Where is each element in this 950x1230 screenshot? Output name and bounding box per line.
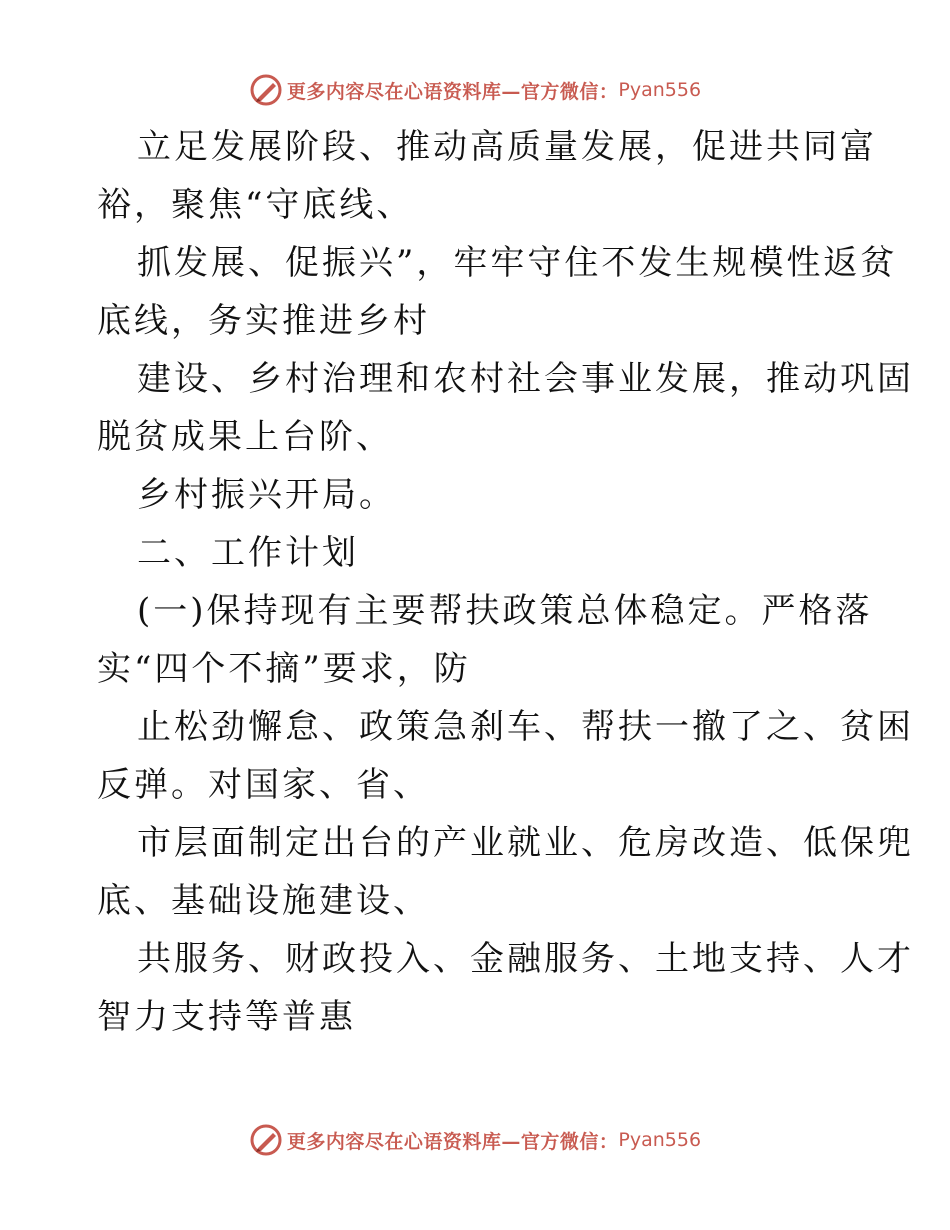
document-body [97, 118, 914, 1046]
footer-banner-text: 更多内容尽在心语资料库—官方微信： [286, 1130, 619, 1153]
header-contact: Pyan556 [618, 79, 702, 101]
body-line-2: 裕，聚焦“守底线、 [97, 185, 414, 225]
body-line-12: 反弹。对国家、省、 [97, 765, 430, 805]
footer-contact: Pyan556 [618, 1129, 702, 1151]
body-line-1: 立足发展阶段、推动高质量发展，促进共同富 [137, 127, 877, 167]
pen-seal-icon [249, 1123, 283, 1157]
body-line-14: 底、基础设施建设、 [97, 881, 430, 921]
footer-banner [0, 1120, 950, 1160]
body-line-3: 抓发展、促振兴”，牢牢守住不发生规模性返贫 [137, 243, 898, 283]
body-line-13: 市层面制定出台的产业就业、危房改造、低保兜 [137, 823, 914, 863]
header-banner [0, 70, 950, 110]
section-heading: 二、工作计划 [137, 533, 359, 573]
pen-seal-icon [249, 73, 283, 107]
body-line-9: (一)保持现有主要帮扶政策总体稳定。严格落 [137, 591, 873, 631]
body-line-5: 建设、乡村治理和农村社会事业发展，推动巩固 [137, 359, 914, 399]
body-line-6: 脱贫成果上台阶、 [97, 417, 393, 457]
body-line-15: 共服务、财政投入、金融服务、土地支持、人才 [137, 939, 914, 979]
body-line-11: 止松劲懈怠、政策急刹车、帮扶一撤了之、贫困 [137, 707, 914, 747]
body-line-16: 智力支持等普惠 [97, 997, 356, 1037]
body-line-7: 乡村振兴开局。 [137, 475, 396, 515]
body-line-4: 底线，务实推进乡村 [97, 301, 430, 341]
header-banner-text: 更多内容尽在心语资料库—官方微信： [286, 80, 619, 103]
body-line-10: 实“四个不摘”要求，防 [97, 649, 471, 689]
